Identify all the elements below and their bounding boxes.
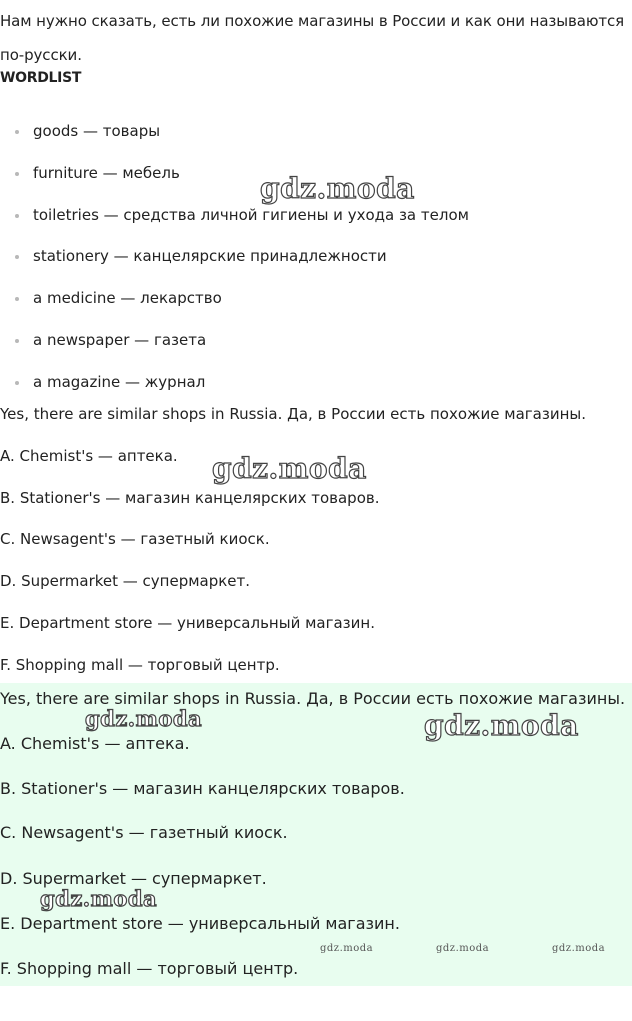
wordlist-item xyxy=(0,236,469,278)
bullet-icon xyxy=(15,130,19,134)
wordlist-item xyxy=(0,111,469,153)
green-answer-item: F. Shopping mall — торговый центр. xyxy=(0,959,299,978)
bullet-icon xyxy=(15,255,19,259)
watermark: gdz.moda xyxy=(40,886,158,911)
green-answer-item: C. Newsagent's — газетный киоск. xyxy=(0,823,288,842)
watermark-small: gdz.moda xyxy=(320,943,374,954)
answer-item: F. Shopping mall — торговый центр. xyxy=(0,655,280,674)
wordlist-item-text: toiletries — средства личной гигиены и ухода за телом xyxy=(33,205,469,224)
watermark-small: gdz.moda xyxy=(436,943,490,954)
wordlist-item-text: goods — товары xyxy=(33,122,161,140)
bullet-icon xyxy=(15,214,19,218)
wordlist xyxy=(0,111,469,404)
watermark: gdz.moda xyxy=(424,709,579,742)
answer-intro: Yes, there are similar shops in Russia. Да, в России есть похожие магазины. xyxy=(0,405,586,423)
watermark: gdz.moda xyxy=(85,706,203,731)
green-answer-intro: Yes, there are similar shops in Russia. Да, в России есть похожие магазины. xyxy=(0,689,626,708)
wordlist-item-text: furniture — мебель xyxy=(33,163,180,182)
green-answer-item: A. Chemist's — аптека. xyxy=(0,734,190,753)
bullet-icon xyxy=(15,172,19,176)
bullet-icon xyxy=(15,381,19,385)
answer-item: D. Supermarket — супермаркет. xyxy=(0,572,251,591)
answer-item: C. Newsagent's — газетный киоск. xyxy=(0,530,270,549)
answer-item: E. Department store — универсальный магазин. xyxy=(0,613,375,632)
wordlist-heading: WORDLIST xyxy=(0,70,82,86)
bullet-icon xyxy=(15,297,19,301)
green-answer-item: D. Supermarket — супермаркет. xyxy=(0,869,267,888)
wordlist-item xyxy=(0,278,469,320)
wordlist-item xyxy=(0,362,469,404)
wordlist-item-text: stationery — канцелярские принадлежности xyxy=(33,247,387,266)
wordlist-item xyxy=(0,195,469,237)
answer-item: A. Chemist's — аптека. xyxy=(0,446,178,465)
bullet-icon xyxy=(15,339,19,343)
wordlist-item-text: a newspaper — газета xyxy=(33,330,207,349)
wordlist-item-text: a medicine — лекарство xyxy=(33,289,222,308)
green-answer-item: B. Stationer's — магазин канцелярских товаров. xyxy=(0,779,405,798)
wordlist-item xyxy=(0,153,469,195)
answer-box-green xyxy=(0,683,632,986)
intro-paragraph: Нам нужно сказать, есть ли похожие магазины в России и как они называются по-русски. xyxy=(0,12,625,64)
wordlist-item xyxy=(0,320,469,362)
answer-item: B. Stationer's — магазин канцелярских товаров. xyxy=(0,488,380,507)
watermark: gdz.moda xyxy=(260,172,415,205)
answer-section xyxy=(0,400,632,693)
wordlist-item-text: a magazine — журнал xyxy=(33,372,206,391)
watermark-small: gdz.moda xyxy=(552,943,606,954)
watermark: gdz.moda xyxy=(212,452,367,485)
green-answer-item: E. Department store — универсальный магазин. xyxy=(0,914,400,933)
